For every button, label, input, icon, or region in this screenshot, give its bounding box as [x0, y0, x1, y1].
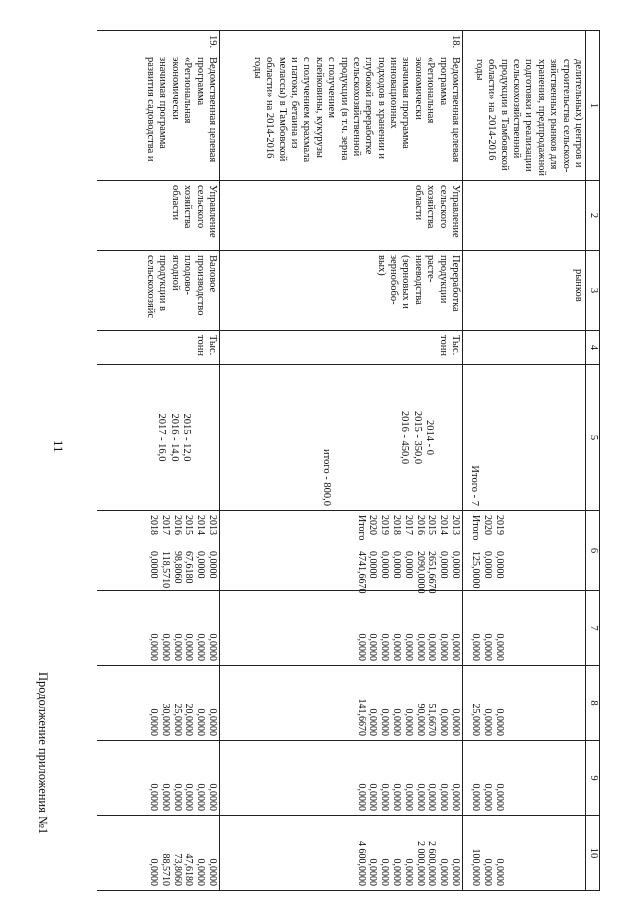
program-name: 19.Ведомственная целевая программа «Региональная экономически значимая программа развития садоводства и: [97, 31, 220, 181]
col7-values: 0,0000 0,0000 0,0000: [463, 591, 586, 666]
col-header-10: 10: [586, 816, 600, 891]
program-name: 18.Ведомственная целевая программа «Региональная экономически значимая программа инновационных подходов в хранении и глубокой переработке сельскохозяйственной продукции (в т.ч. зерна с получением клейковины, кукурузы с получением крахмала и патоки, бетаина из мелассы) в Тамбовской области» на 2014-2016 годы: [220, 31, 463, 181]
appendix-caption: Продолжение приложения №1: [36, 672, 50, 835]
plan-values: 2014 - 0 2015 - 350,0 2016 - 450,0 итого - 800,0: [220, 365, 463, 511]
table-row-18: [220, 31, 463, 891]
col-header-9: 9: [586, 741, 600, 816]
col7-values: 0,0000 0,0000 0,0000 0,0000 0,0000 0,0000 0,0000 0,0000 0,0000: [220, 591, 463, 666]
col-header-2: 2: [586, 181, 600, 251]
col-header-6: 6: [586, 511, 600, 591]
indicator: рынков: [463, 251, 586, 331]
indicator: Переработка продукции расте- ниеводства (зерновых и зернобобо- вых): [220, 251, 463, 331]
program-table: [97, 30, 600, 891]
col-header-3: 3: [586, 251, 600, 331]
col9-values: 0,0000 0,0000 0,0000 0,0000 0,0000 0,0000: [97, 741, 220, 816]
plan-values: 2015 - 12,0 2016 - 14,0 2017 - 16,0: [97, 365, 220, 511]
indicator: Валовое производство плодово- ягодной продукции в сельскохозяйс: [97, 251, 220, 331]
col10-values: 0,0000 0,0000 100,0000: [463, 816, 586, 891]
plan-values: Итого - 7: [463, 365, 586, 511]
col10-values: 0,0000 0,0000 47,6180 73,8060 88,5710 0,0000: [97, 816, 220, 891]
unit: Тыс. тонн: [97, 331, 220, 365]
col-header-7: 7: [586, 591, 600, 666]
col8-values: 0,0000 0,0000 20,0000 25,0000 30,0000 0,0000: [97, 666, 220, 741]
col9-values: 0,0000 0,0000 0,0000: [463, 741, 586, 816]
table-row-19: [97, 31, 220, 891]
years-and-total: 20130,0000 20140,0000 201567,6180 201698,8060 2017118,5710 20180,0000: [97, 511, 220, 591]
responsible-org: [463, 181, 586, 251]
col7-values: 0,0000 0,0000 0,0000 0,0000 0,0000 0,0000: [97, 591, 220, 666]
col-header-1: 1: [586, 31, 600, 181]
col-header-5: 5: [586, 365, 600, 511]
col8-values: 0,0000 0,0000 25,0000: [463, 666, 586, 741]
col-header-8: 8: [586, 666, 600, 741]
unit: Тыс. тонн: [220, 331, 463, 365]
program-name: делительных) центров и строительства сельскохо- зяйственных рынков для хранения, предпродажной подготовки и реализации сельскохозяйственной продукции в Тамбовской области» на 2014-2016 годы: [463, 31, 586, 181]
responsible-org: Управление сельского хозяйства области: [97, 181, 220, 251]
col9-values: 0,0000 0,0000 0,0000 0,0000 0,0000 0,0000 0,0000 0,0000 0,0000: [220, 741, 463, 816]
table-row-continuation: [463, 31, 586, 891]
page-number: 11: [51, 440, 66, 453]
col-header-4: 4: [586, 331, 600, 365]
unit: [463, 331, 586, 365]
responsible-org: Управление сельского хозяйства области: [220, 181, 463, 251]
column-number-header: [586, 31, 600, 891]
col8-values: 0,0000 0,0000 51,6670 90,0000 0,0000 0,0000 0,0000 0,0000 141,6670: [220, 666, 463, 741]
years-and-total: 20190,0000 20200,0000 Итого125,0000: [463, 511, 586, 591]
years-and-total: 20130,0000 20140,0000 20152651,6670 20162090,0000 20170,0000 20180,0000 20190,0000 20200,0000 Итого4741,6670: [220, 511, 463, 591]
col10-values: 0,0000 0,0000 2 600,0000 2 000,0000 0,0000 0,0000 0,0000 0,0000 4 600,0000: [220, 816, 463, 891]
